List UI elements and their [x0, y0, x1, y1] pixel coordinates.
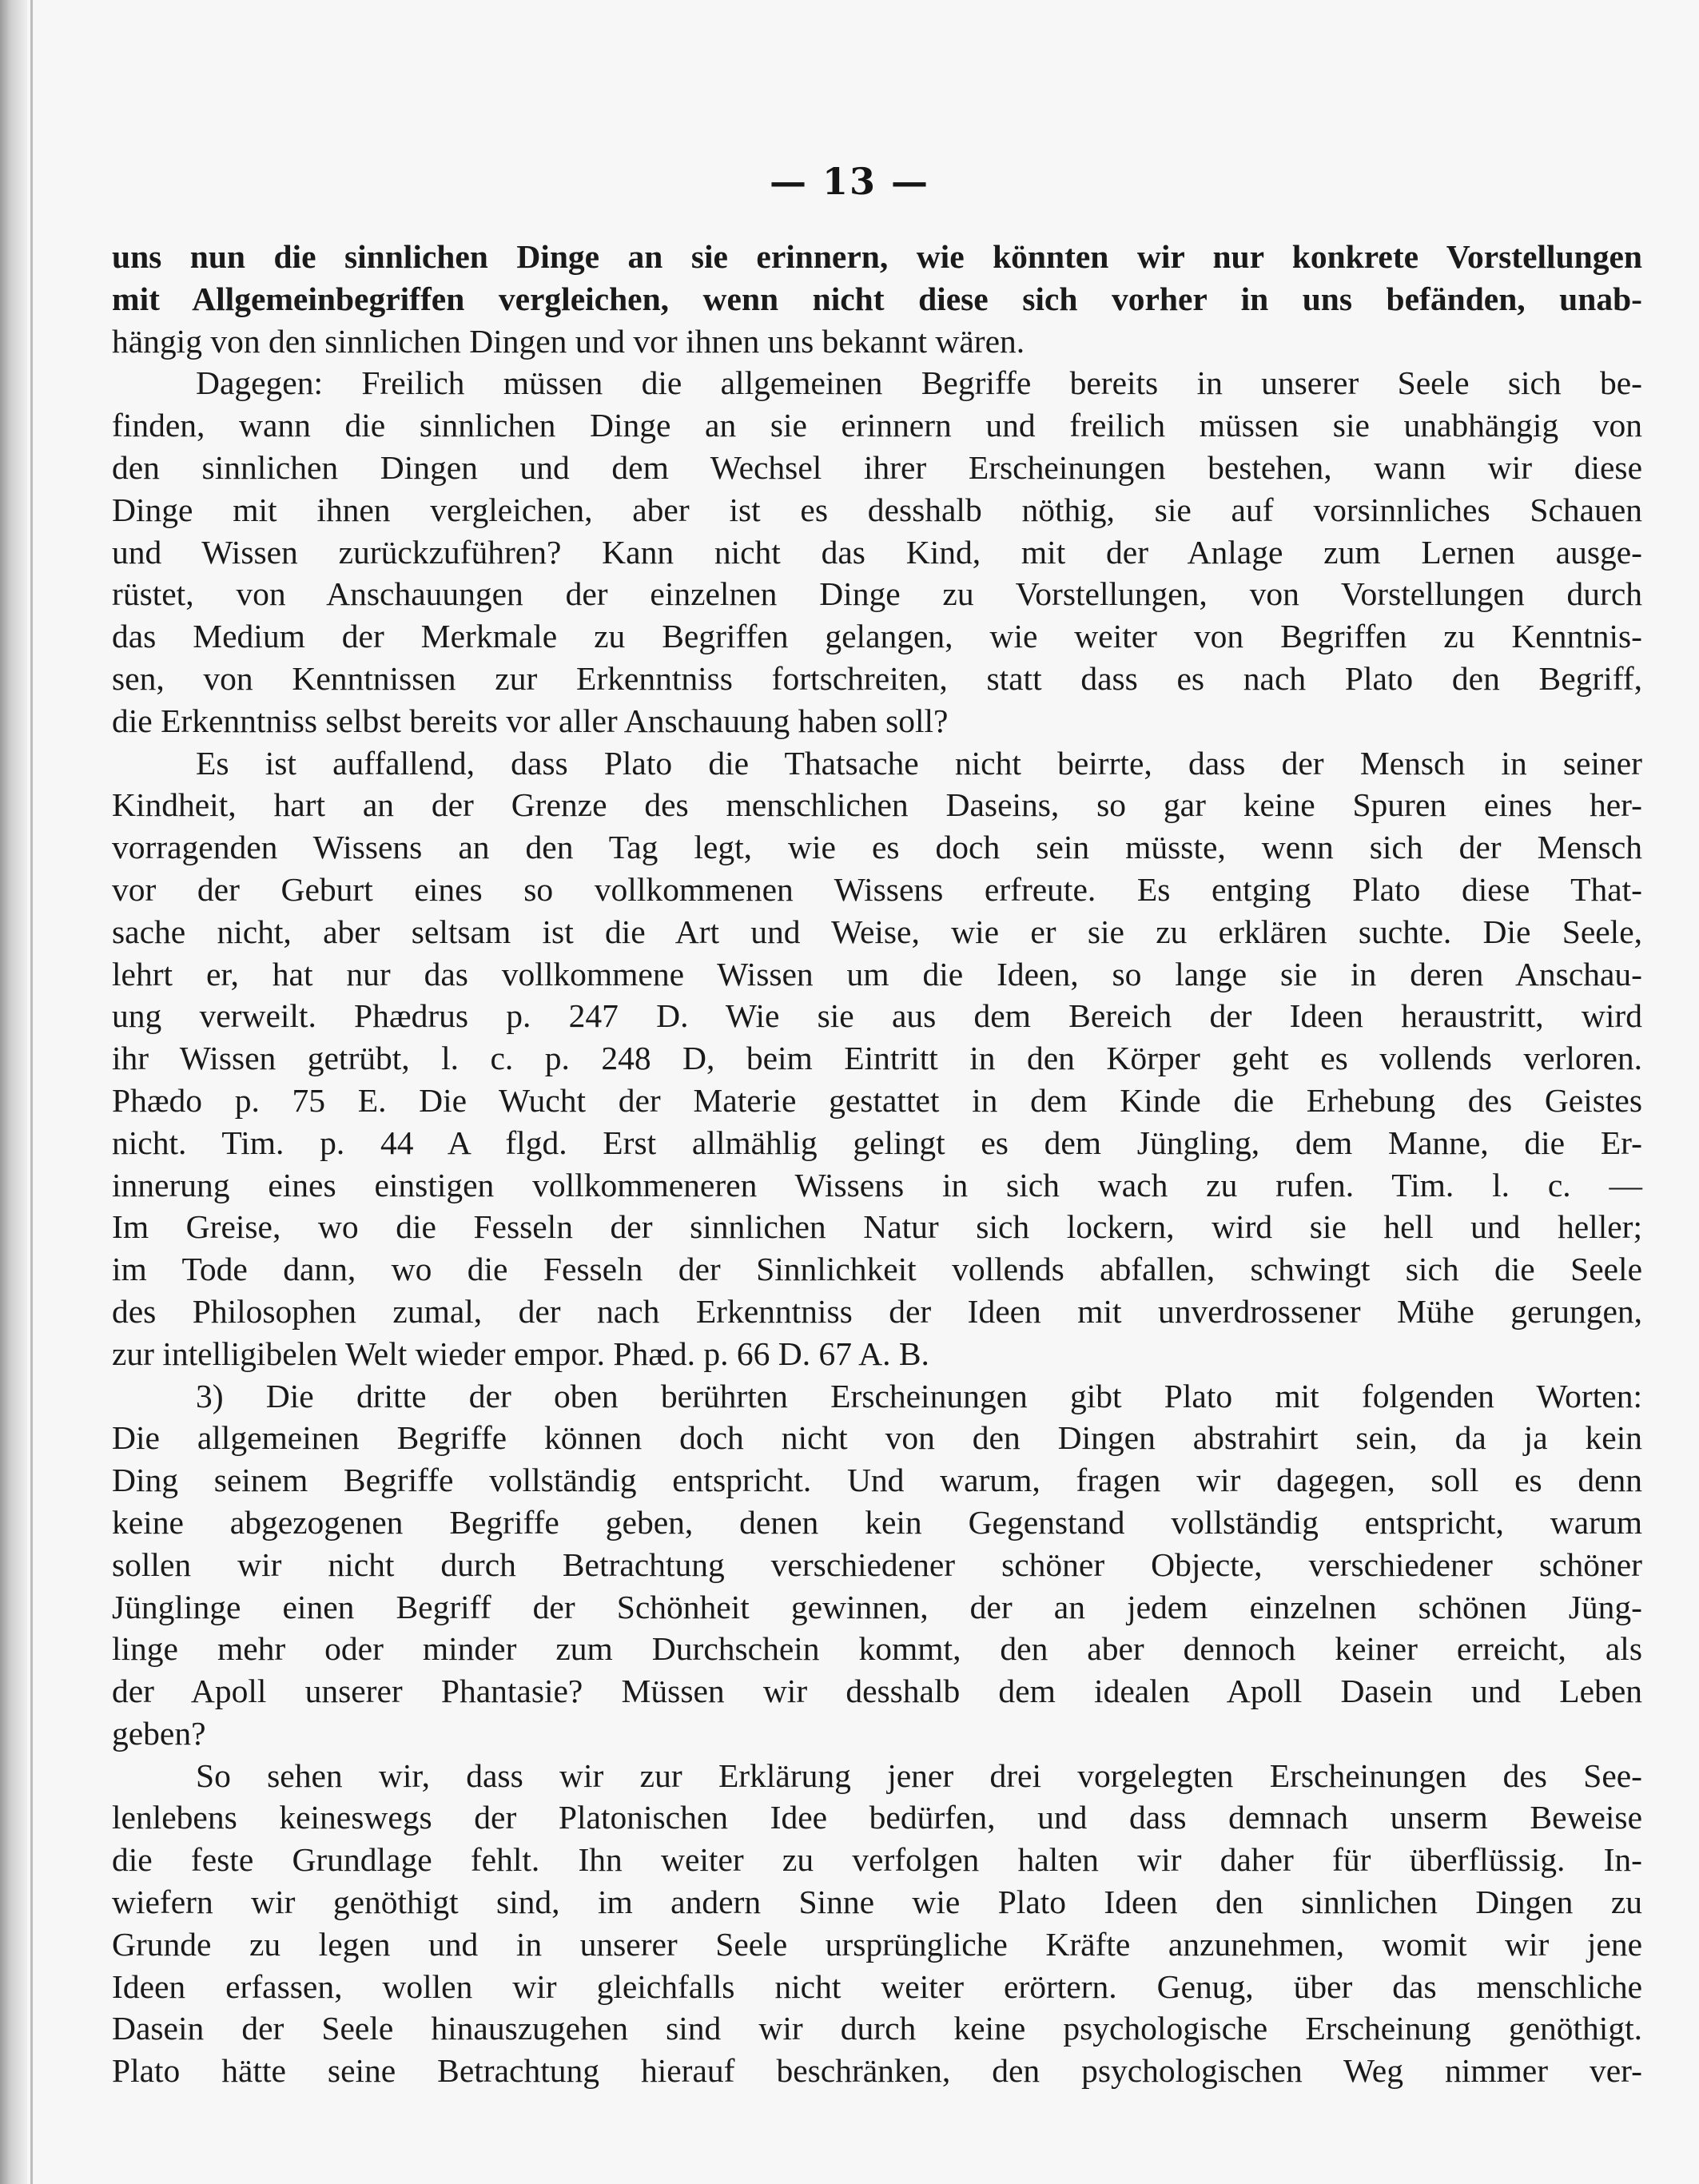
body-text — [112, 236, 1642, 2092]
text-line: zur intelligibelen Welt wieder empor. Phæd. p. 66 D. 67 A. B. — [112, 1335, 929, 1372]
text-line: ung verweilt. Phædrus p. 247 D. Wie sie aus dem Bereich der Ideen heraustritt, wird — [112, 997, 1642, 1035]
text-line: nicht. Tim. p. 44 A flgd. Erst allmählig gelingt es dem Jüngling, dem Manne, die Er- — [112, 1124, 1642, 1161]
text-line: vor der Geburt eines so vollkommenen Wissens erfreute. Es entging Plato diese That- — [112, 870, 1642, 908]
text-line: im Tode dann, wo die Fesseln der Sinnlichkeit vollends abfallen, schwingt sich die Seele — [112, 1251, 1642, 1288]
text-line: lenlebens keineswegs der Platonischen Idee bedürfen, und dass demnach unserm Beweise — [112, 1799, 1642, 1836]
text-line: sen, von Kenntnissen zur Erkenntniss fortschreiten, statt dass es nach Plato den Begriff, — [112, 659, 1642, 697]
text-line: Dinge mit ihnen vergleichen, aber ist es desshalb nöthig, sie auf vorsinnliches Schauen — [112, 491, 1642, 528]
text-line: und Wissen zurückzuführen? Kann nicht das Kind, mit der Anlage zum Lernen ausge- — [112, 533, 1642, 571]
text-line: Dasein der Seele hinauszugehen sind wir durch keine psychologische Erscheinung genöthigt. — [112, 2010, 1642, 2047]
text-line: So sehen wir, dass wir zur Erklärung jener drei vorgelegten Erscheinungen des See- — [196, 1756, 1642, 1794]
text-line: den sinnlichen Dingen und dem Wechsel ihrer Erscheinungen bestehen, wann wir diese — [112, 448, 1642, 486]
text-line: sollen wir nicht durch Betrachtung verschiedener schöner Objecte, verschiedener schöner — [112, 1546, 1642, 1583]
text-line: innerung eines einstigen vollkommeneren Wissens in sich wach zu rufen. Tim. l. c. — — [112, 1166, 1642, 1203]
text-line: das Medium der Merkmale zu Begriffen gelangen, wie weiter von Begriffen zu Kenntnis- — [112, 618, 1642, 655]
text-line: Kindheit, hart an der Grenze des menschlichen Daseins, so gar keine Spuren eines her- — [112, 786, 1642, 824]
text-line: Ding seinem Begriffe vollständig entspricht. Und warum, fragen wir dagegen, soll es denn — [112, 1462, 1642, 1499]
text-line: sache nicht, aber seltsam ist die Art und Weise, wie er sie zu erklären suchte. Die Seele, — [112, 913, 1642, 950]
text-line: linge mehr oder minder zum Durchschein kommt, den aber dennoch keiner erreicht, als — [112, 1630, 1642, 1668]
text-line: vorragenden Wissens an den Tag legt, wie es doch sein müsste, wenn sich der Mensch — [112, 829, 1642, 866]
text-line: Jünglinge einen Begriff der Schönheit gewinnen, der an jedem einzelnen schönen Jüng- — [112, 1588, 1642, 1625]
binding-edge — [30, 0, 33, 2184]
text-line: geben? — [112, 1714, 206, 1752]
text-line: ihr Wissen getrübt, l. c. p. 248 D, beim Eintritt in den Körper geht es vollends verloren. — [112, 1040, 1642, 1077]
text-line: keine abgezogenen Begriffe geben, denen kein Gegenstand vollständig entspricht, warum — [112, 1503, 1642, 1541]
text-line: Grunde zu legen und in unserer Seele ursprüngliche Kräfte anzunehmen, womit wir jene — [112, 1925, 1642, 1963]
text-line: des Philosophen zumal, der nach Erkenntniss der Ideen mit unverdrossener Mühe gerungen, — [112, 1292, 1642, 1330]
text-line: mit Allgemeinbegriffen vergleichen, wenn nicht diese sich vorher in uns befänden, unab- — [112, 280, 1642, 317]
text-line: Phædo p. 75 E. Die Wucht der Materie gestattet in dem Kinde die Erhebung des Geistes — [112, 1081, 1642, 1119]
text-line: Plato hätte seine Betrachtung hierauf beschränken, den psychologischen Weg nimmer ver- — [112, 2052, 1642, 2090]
page-number: — 13 — — [769, 160, 930, 203]
binding-shadow — [0, 0, 27, 2184]
text-line: 3) Die dritte der oben berührten Erscheinungen gibt Plato mit folgenden Worten: — [196, 1377, 1642, 1414]
text-line: Die allgemeinen Begriffe können doch nicht von den Dingen abstrahirt sein, da ja kein — [112, 1419, 1642, 1457]
text-line: Dagegen: Freilich müssen die allgemeinen Begriffe bereits in unserer Seele sich be- — [196, 364, 1642, 402]
text-line: die Erkenntniss selbst bereits vor aller Anschauung haben soll? — [112, 702, 949, 739]
text-line: lehrt er, hat nur das vollkommene Wissen um die Ideen, so lange sie in deren Anschau- — [112, 955, 1642, 993]
text-line: rüstet, von Anschauungen der einzelnen Dinge zu Vorstellungen, von Vorstellungen durch — [112, 575, 1642, 613]
text-line: die feste Grundlage fehlt. Ihn weiter zu verfolgen halten wir daher für überflüssig. In- — [112, 1841, 1642, 1879]
text-line: uns nun die sinnlichen Dinge an sie erinnern, wie könnten wir nur konkrete Vorstellungen — [112, 238, 1642, 275]
text-line: finden, wann die sinnlichen Dinge an sie erinnern und freilich müssen sie unabhängig von — [112, 407, 1642, 444]
text-line: Im Greise, wo die Fesseln der sinnlichen Natur sich lockern, wird sie hell und heller; — [112, 1208, 1642, 1246]
text-line: der Apoll unserer Phantasie? Müssen wir desshalb dem idealen Apoll Dasein und Leben — [112, 1673, 1642, 1710]
text-line: Es ist auffallend, dass Plato die Thatsache nicht beirrte, dass der Mensch in seiner — [196, 744, 1642, 782]
text-line: Ideen erfassen, wollen wir gleichfalls nicht weiter erörtern. Genug, über das menschliche — [112, 1967, 1642, 2005]
text-line: hängig von den sinnlichen Dingen und vor ihnen uns bekannt wären. — [112, 322, 1025, 360]
text-line: wiefern wir genöthigt sind, im andern Sinne wie Plato Ideen den sinnlichen Dingen zu — [112, 1884, 1642, 1921]
